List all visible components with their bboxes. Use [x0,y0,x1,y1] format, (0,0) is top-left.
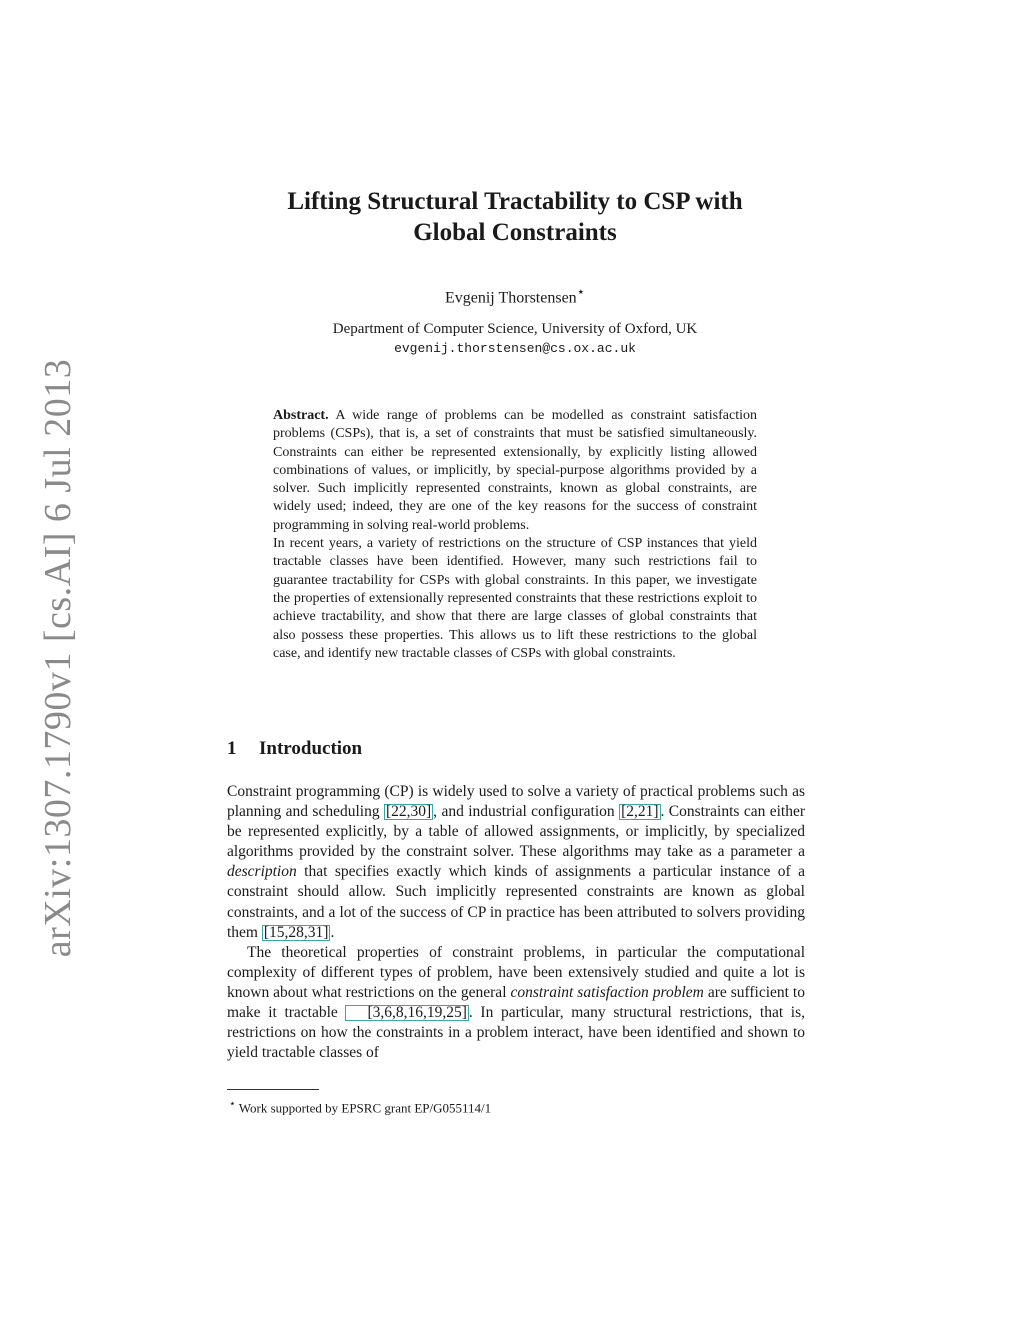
abstract [273,407,757,663]
abstract-label: Abstract. [273,408,329,423]
text-run: . Constraints can either be represented explicitly, by a table of allowed assignments, or implicitly, by specialized algorithms provided by the constraint solver. These algorithms may take as a parameter a [227,803,806,861]
intro-paragraph-2 [227,943,805,1064]
footnote-rule [227,1089,319,1090]
title-line-1: Lifting Structural Tractability to CSP with [287,188,743,215]
author-footnote-mark: ⋆ [576,284,586,299]
affiliation: Department of Computer Science, University of Oxford, UK [332,321,698,337]
citation-link[interactable]: [2,21] [621,803,659,821]
arxiv-stamp: arXiv:1307.1790v1 [cs.AI] 6 Jul 2013 [37,358,79,958]
citation-link[interactable]: [3,6,8,16,19,25] [345,1005,468,1021]
intro-body [227,782,805,1063]
text-run: that specifies exactly which kinds of assignments a particular instance of a constraint should allow. Such implicitly represented constraints are known as global constraints, and a lot of the success of CP in practice has been attributed to solvers providing them [227,863,805,941]
title-line-2: Global Constraints [413,219,617,246]
text-run: The theoretical properties of constraint problems, in particular the computational complexity of different types of problem, have been extensively studied and quite a lot is known about what restrictions on the general [227,943,805,1001]
section-heading [227,738,362,760]
citation-link[interactable]: [22,30] [385,803,432,821]
text-run: . In particular, many structural restrictions, that is, restrictions on how the constraints in a problem interact, have been identified and shown to yield tractable classes of [227,1004,805,1062]
footnote-text: Work supported by EPSRC grant EP/G055114/1 [238,1100,492,1116]
emphasis: constraint satisfaction problem [510,983,704,1001]
footnote [229,1097,491,1116]
text-run: Constraint programming (CP) is widely used to solve a variety of practical problems such as planning and scheduling [227,783,805,821]
footnote-mark: ⋆ [229,1098,236,1110]
emphasis: description [227,863,297,881]
author-name [200,284,830,307]
affiliation-block [200,319,830,359]
section-title: Introduction [259,738,363,759]
text-run: , and industrial configuration [433,803,620,821]
abstract-text-1: A wide range of problems can be modelled as constraint satisfaction problems (CSPs), that is, a set of constraints that must be satisfied simultaneously. Constraints can either be represented extensionally, by explicitly listing allowed combinations of values, or implicitly, by special-purpose algorithms provided by a solver. Such implicitly represented constraints, known as global constraints, are widely used; indeed, they are one of the key reasons for the success of constraint programming in solving real-world problems. [273,408,757,533]
text-run: are sufficient to make it tractable [227,983,805,1022]
citation-link[interactable]: [15,28,31] [263,923,329,941]
intro-paragraph-1 [227,782,805,943]
section-number: 1 [227,738,237,759]
author-name-text: Evgenij Thorstensen [444,289,577,307]
author-email[interactable]: evgenij.thorstensen@cs.ox.ac.uk [394,341,636,356]
abstract-paragraph-1 [273,407,757,535]
abstract-paragraph-2: In recent years, a variety of restrictions on the structure of CSP instances that yield tractable classes have been identified. However, many such restrictions fail to guarantee tractability for CSPs with global constraints. In this paper, we investigate the properties of extensionally represented constraints that these restrictions exploit to achieve tractability, and show that there are large classes of global constraints that also possess these properties. This allows us to lift these restrictions to the global case, and identify new tractable classes of CSPs with global constraints. [273,536,757,661]
paper-title [200,186,830,248]
text-run: . [330,923,335,941]
